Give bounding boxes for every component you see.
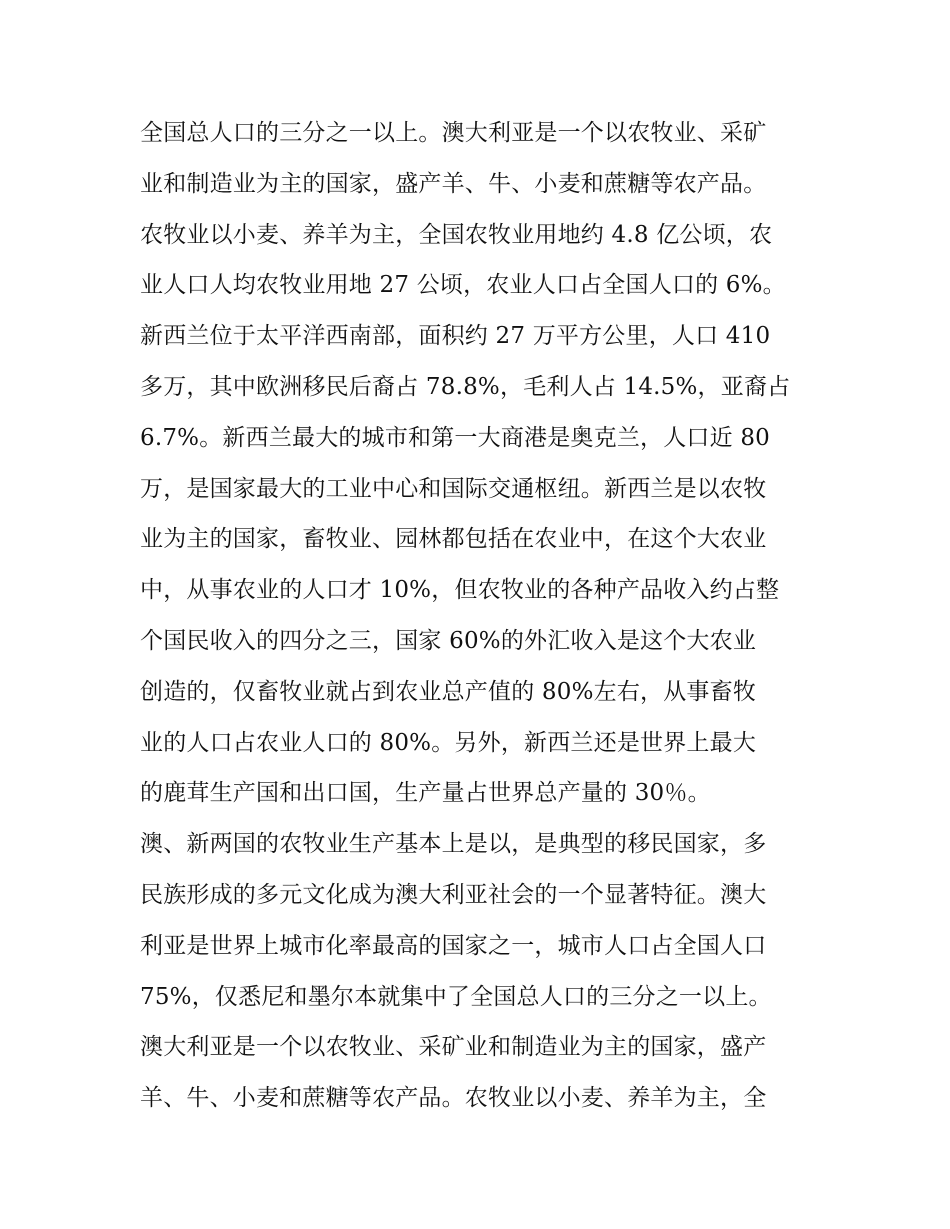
text-line: 的鹿茸生产国和出口国，生产量占世界总产量的 30％。 bbox=[140, 780, 711, 807]
text-line: 中，从事农业的人口才 10%，但农牧业的各种产品收入约占整 bbox=[140, 577, 780, 604]
text-line: 澳、新两国的农牧业生产基本上是以，是典型的移民国家，多 bbox=[140, 831, 767, 858]
text-line: 新西兰位于太平洋西南部，面积约 27 万平方公里，人口 410 bbox=[140, 323, 771, 350]
text-line: 民族形成的多元文化成为澳大利亚社会的一个显著特征。澳大 bbox=[140, 881, 767, 908]
text-line: 业的人口占农业人口的 80%。另外，新西兰还是世界上最大 bbox=[140, 729, 757, 756]
text-line: 羊、牛、小麦和蔗糖等农产品。农牧业以小麦、养羊为主，全 bbox=[140, 1085, 767, 1112]
text-line: 业为主的国家，畜牧业、园林都包括在农业中，在这个大农业 bbox=[140, 526, 767, 553]
text-line: 业和制造业为主的国家，盛产羊、牛、小麦和蔗糖等农产品。 bbox=[140, 170, 767, 197]
text-line: 农牧业以小麦、养羊为主，全国农牧业用地约 4.8 亿公顷，农 bbox=[140, 221, 773, 248]
text-line: 6.7%。新西兰最大的城市和第一大商港是奥克兰，人口近 80 bbox=[140, 424, 771, 451]
text-line: 75%，仅悉尼和墨尔本就集中了全国总人口的三分之一以上。 bbox=[140, 983, 772, 1010]
text-line: 多万，其中欧洲移民后裔占 78.8%，毛利人占 14.5%，亚裔占 bbox=[140, 373, 791, 400]
text-line: 利亚是世界上城市化率最高的国家之一，城市人口占全国人口 bbox=[140, 932, 767, 959]
text-line: 业人口人均农牧业用地 27 公顷，农业人口占全国人口的 6%。 bbox=[140, 272, 786, 299]
text-line: 澳大利亚是一个以农牧业、采矿业和制造业为主的国家，盛产 bbox=[140, 1034, 767, 1061]
text-line: 创造的，仅畜牧业就占到农业总产值的 80%左右，从事畜牧 bbox=[140, 678, 757, 705]
text-line: 个国民收入的四分之三，国家 60%的外汇收入是这个大农业 bbox=[140, 627, 757, 654]
body-text bbox=[140, 108, 820, 1124]
text-line: 万，是国家最大的工业中心和国际交通枢纽。新西兰是以农牧 bbox=[140, 475, 767, 502]
text-line: 全国总人口的三分之一以上。澳大利亚是一个以农牧业、采矿 bbox=[140, 120, 767, 146]
